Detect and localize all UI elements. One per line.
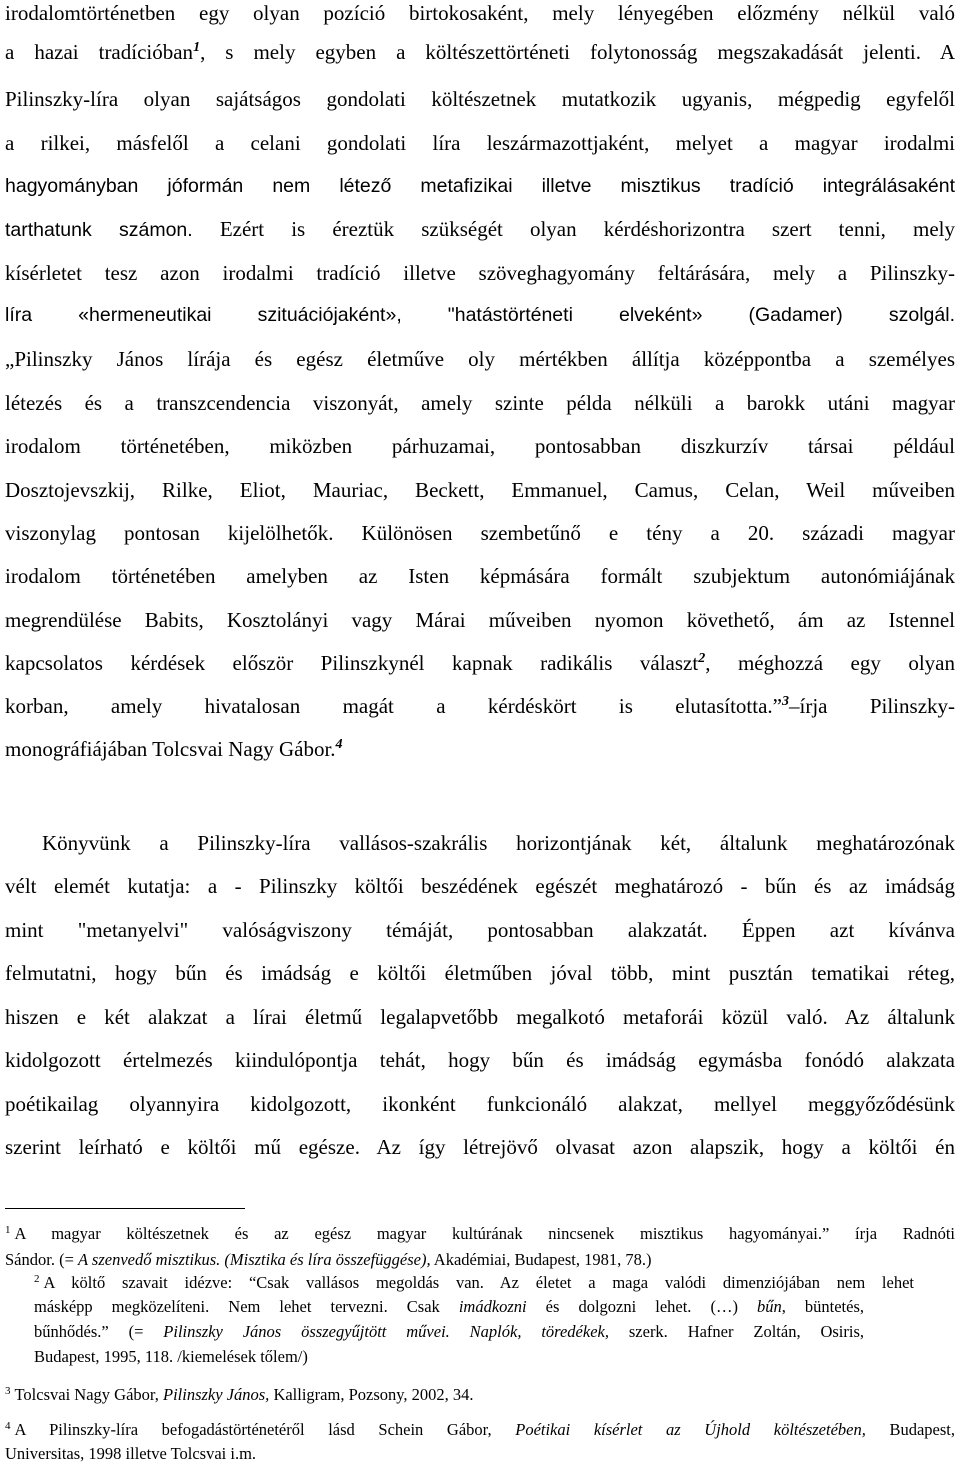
text-line: irodalomtörténetben egy olyan pozíció birtokosaként, mely lényegében előzmény nélkül való <box>5 1 955 25</box>
footnote-2-cont: bűnhődés.” (= Pilinszky János összegyűjtött művei. Naplók, töredékek, szerk. Hafner Zoltán, Osiris, <box>34 1322 864 1341</box>
text-line: tarthatunk számon. Ezért is éreztük szükségét olyan kérdéshorizontra szert tenni, mely <box>5 217 955 241</box>
text-line: líra «hermeneutikai szituációjaként», "hatástörténeti elveként» (Gadamer) szolgál. <box>5 304 955 326</box>
text-line: megrendülése Babits, Kosztolányi vagy Márai műveiben nyomon követhető, ám az Istennel <box>5 608 955 632</box>
text-line: irodalom történetében, miközben párhuzamai, pontosabban diszkurzív társai például <box>5 434 955 458</box>
text-line: létezés és a transzcendencia viszonyát, amely szinte példa nélküli a barokk utáni magyar <box>5 391 955 415</box>
footnote-2: $^2$ A költő szavait idézve: “Csak vallásos megoldás van. Az életet a maga valódi dimenziójában nem lehet <box>34 1273 914 1292</box>
text-line: monográfiájában Tolcsvai Nagy Gábor.$^4$ <box>5 737 343 761</box>
footnote-ref[interactable]: 2 <box>698 651 706 666</box>
text-line: Könyvünk a Pilinszky-líra vallásos-szakrális horizontjának két, általunk meghatározónak <box>42 831 955 855</box>
text-line: mint "metanyelvi" valóságviszony témáját, pontosabban alakzatát. Éppen azt kívánva <box>5 918 955 942</box>
text-line: Dosztojevszkij, Rilke, Eliot, Mauriac, Beckett, Emmanuel, Camus, Celan, Weil műveiben <box>5 478 955 502</box>
text-line: korban, amely hivatalosan magát a kérdéskört is elutasította.”$^3$–írja Pilinszky- <box>5 694 955 718</box>
text-line: Pilinszky-líra olyan sajátságos gondolati költészetnek mutatkozik ugyanis, mégpedig egyfelől <box>5 87 955 111</box>
text-line: hagyományban jóformán nem létező metafizikai illetve misztikus tradíció integrálásaként <box>5 175 955 197</box>
text-line: a hazai tradícióban$^1$, s mely egyben a költészettörténeti folytonosság megszakadását jelenti. A <box>5 40 955 64</box>
text-line: vélt elemét kutatja: a - Pilinszky költői beszédének egészét meghatározó - bűn és az imádság <box>5 874 955 898</box>
footnote-ref[interactable]: 3 <box>782 694 789 709</box>
footnote-ref[interactable]: 4 <box>335 737 343 752</box>
text-line: kísérletet tesz azon irodalmi tradíció illetve szöveghagyomány feltárására, mely a Pilinszky- <box>5 261 955 285</box>
text-line: kapcsolatos kérdések először Pilinszkynél kapnak radikális választ$^2$, méghozzá egy olyan <box>5 651 955 675</box>
text-line: poétikailag olyannyira kidolgozott, ikonként funkcionáló alakzat, mellyel meggyőződésünk <box>5 1092 955 1116</box>
footnote-ref[interactable]: 1 <box>193 40 201 55</box>
footnote-2-cont: Budapest, 1995, 118. /kiemelések tőlem/) <box>34 1347 308 1366</box>
text-line: viszonylag pontosan kijelölhetők. Különösen szembetűnő e tény a 20. századi magyar <box>5 521 955 545</box>
footnote-4-cont: Universitas, 1998 illetve Tolcsvai i.m. <box>5 1444 257 1463</box>
footnote-3: $^3$ Tolcsvai Nagy Gábor, Pilinszky János, Kalligram, Pozsony, 2002, 34. <box>5 1385 474 1404</box>
text-line: hiszen e két alakzat a lírai életmű legalapvetőbb megalkotó metaforái közül való. Az általunk <box>5 1005 955 1029</box>
text-line: irodalom történetében amelyben az Isten képmására formált szubjektum autonómiájának <box>5 564 955 588</box>
text-line: felmutatni, hogy bűn és imádság e költői életműben jóval több, mint pusztán tematikai réteg, <box>5 961 955 985</box>
footnote-1: $^1$ A magyar költészetnek és az egész magyar kultúrának nincsenek misztikus hagyományai.” írja Radnóti <box>5 1224 955 1243</box>
text-line: szerint leírható e költői mű egésze. Az így létrejövő olvasat azon alapszik, hogy a költői én <box>5 1135 955 1159</box>
footnote-divider <box>5 1208 245 1209</box>
text-line: „Pilinszky János lírája és egész életműve oly mértékben állítja középpontba a személyes <box>5 347 955 371</box>
text-line: a rilkei, másfelől a celani gondolati líra leszármazottjaként, melyet a magyar irodalmi <box>5 131 955 155</box>
text-line: kidolgozott értelmezés kiindulópontja tehát, hogy bűn és imádság egymásba fonódó alakzata <box>5 1048 955 1072</box>
footnote-1-cont: Sándor. (= A szenvedő misztikus. (Misztika és líra összefüggése), Akadémiai, Budapest, 1981, 78.) <box>5 1250 652 1269</box>
footnote-4: $^4$ A Pilinszky-líra befogadástörténetéről lásd Schein Gábor, Poétikai kísérlet az Újhold költészetében, Budapest, <box>5 1420 955 1439</box>
footnote-2-cont: másképp megközelíteni. Nem lehet tervezni. Csak imádkozni és dolgozni lehet. (…) bűn, büntetés, <box>34 1297 864 1316</box>
